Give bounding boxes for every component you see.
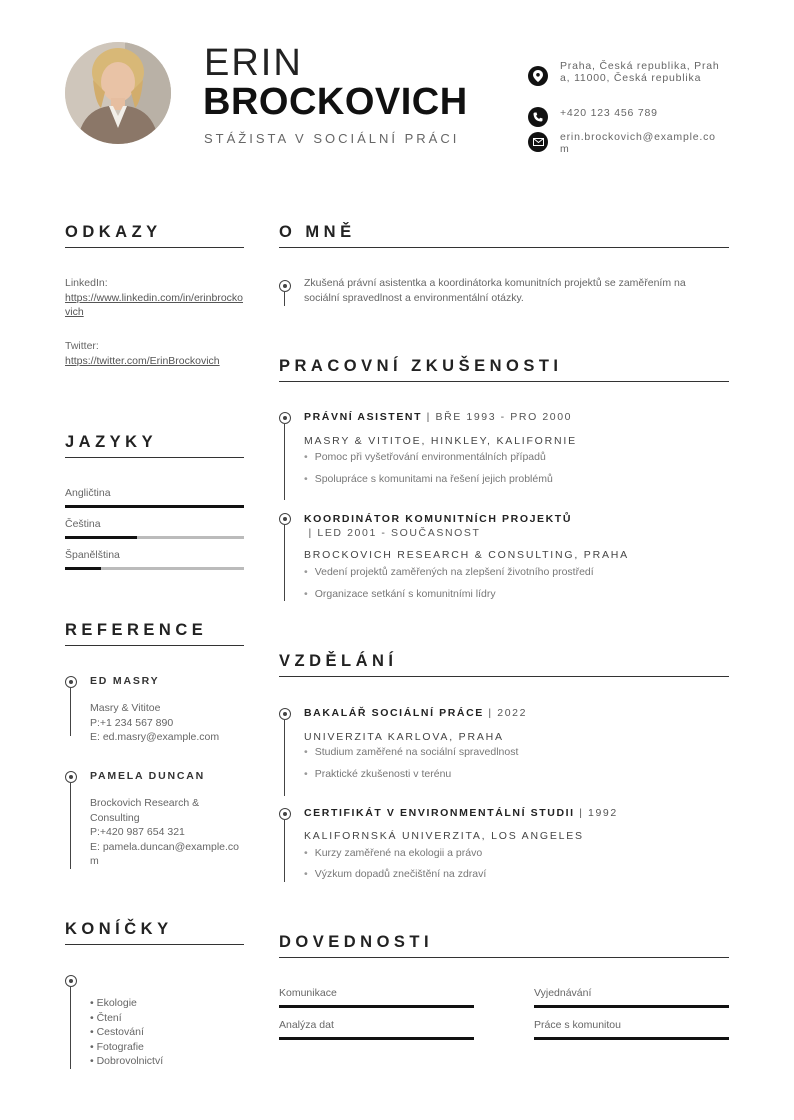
timeline-line: [284, 720, 285, 796]
language-level-fill: [65, 567, 101, 570]
hobby-item: • Cestování: [90, 1026, 144, 1038]
about-heading: O MNĚ: [279, 223, 729, 248]
timeline-line: [70, 688, 71, 736]
experience-bullet: • Organizace setkání s komunitními lídry: [304, 588, 496, 600]
timeline-dot: [65, 676, 77, 688]
hobby-item: • Fotografie: [90, 1040, 144, 1053]
education-dates: | 1992: [579, 807, 618, 819]
experience-org: MASRY & VITITOE, HINKLEY, KALIFORNIE: [304, 435, 577, 447]
reference-details: [90, 701, 244, 745]
job-title: STÁŽISTA V SOCIÁLNÍ PRÁCI: [204, 131, 460, 146]
education-heading: VZDĚLÁNÍ: [279, 652, 729, 677]
timeline-dot: [279, 708, 291, 720]
reference-details: [90, 796, 244, 869]
language-level-fill: [65, 505, 244, 508]
skill-level-fill: [279, 1037, 474, 1040]
education-title: CERTIFIKÁT V ENVIRONMENTÁLNÍ STUDII | 1992: [304, 807, 618, 819]
skill-level-bar: [279, 1037, 474, 1040]
hobby-item: • Čtení: [90, 1011, 122, 1024]
education-org: KALIFORNSKÁ UNIVERZITA, LOS ANGELES: [304, 830, 584, 842]
envelope-icon: [528, 132, 548, 152]
skill-level-fill: [279, 1005, 474, 1008]
language-name: Španělština: [65, 549, 120, 561]
language-name: Angličtina: [65, 487, 111, 499]
reference-email[interactable]: E: ed.masry@example.com: [90, 731, 220, 743]
skill-level-bar: [279, 1005, 474, 1008]
timeline-line: [70, 987, 71, 1069]
education-title: BAKALÁŘ SOCIÁLNÍ PRÁCE | 2022: [304, 707, 528, 719]
reference-phone: P:+420 987 654 321: [90, 826, 185, 838]
language-level-fill: [65, 536, 137, 539]
linkedin-label: LinkedIn:: [65, 277, 108, 289]
experience-dates: | LED 2001 - SOUČASNOST: [308, 527, 481, 539]
timeline-dot: [65, 975, 77, 987]
timeline-line: [284, 424, 285, 500]
email-link[interactable]: erin.brockovich@example.com: [560, 131, 716, 155]
timeline-line: [284, 820, 285, 882]
profile-photo: [65, 42, 171, 144]
experience-bullet: • Spolupráce s komunitami na řešení jejich problémů: [304, 473, 553, 485]
skill-level-bar: [534, 1005, 729, 1008]
education-bullet: • Praktické zkušenosti v terénu: [304, 768, 451, 780]
phone-text: +420 123 456 789: [560, 107, 658, 119]
skill-name: Práce s komunitou: [534, 1019, 621, 1031]
timeline-line: [70, 783, 71, 869]
contact-phone: [528, 106, 724, 127]
link-twitter: [65, 339, 244, 368]
contact-address: [528, 60, 724, 86]
last-name: BROCKOVICH: [203, 81, 468, 123]
language-level-bar: [65, 536, 244, 539]
timeline-dot: [279, 412, 291, 424]
timeline-dot: [279, 280, 291, 292]
experience-bullet: • Pomoc při vyšetřování environmentálních případů: [304, 451, 546, 463]
skill-name: Analýza dat: [279, 1019, 334, 1031]
location-pin-icon: [528, 66, 548, 86]
twitter-label: Twitter:: [65, 340, 99, 352]
language-level-bar: [65, 505, 244, 508]
skill-name: Komunikace: [279, 987, 337, 999]
contact-email: [528, 131, 724, 155]
skill-level-bar: [534, 1037, 729, 1040]
education-bullet: • Výzkum dopadů znečištění na zdraví: [304, 868, 486, 880]
twitter-url[interactable]: https://twitter.com/ErinBrockovich: [65, 354, 220, 367]
timeline-dot: [279, 808, 291, 820]
reference-company: Masry & Vititoe: [90, 702, 161, 714]
education-bullet: • Studium zaměřené na sociální spravedlnost: [304, 746, 518, 758]
timeline-dot: [279, 513, 291, 525]
experience-heading: PRACOVNÍ ZKUŠENOSTI: [279, 357, 729, 382]
timeline-dot: [65, 771, 77, 783]
language-level-bar: [65, 567, 244, 570]
skills-heading: DOVEDNOSTI: [279, 933, 729, 958]
experience-title: KOORDINÁTOR KOMUNITNÍCH PROJEKTŮ | LED 2001 - SOUČASNOST: [304, 513, 573, 539]
reference-name: ED MASRY: [90, 675, 160, 687]
references-heading: REFERENCE: [65, 621, 244, 646]
skill-level-fill: [534, 1037, 729, 1040]
experience-bullet: • Vedení projektů zaměřených na zlepšení životního prostředí: [304, 566, 594, 578]
first-name: ERIN: [204, 42, 303, 84]
experience-org: BROCKOVICH RESEARCH & CONSULTING, PRAHA: [304, 549, 629, 561]
reference-name: PAMELA DUNCAN: [90, 770, 205, 782]
linkedin-url[interactable]: https://www.linkedin.com/in/erinbrockovich: [65, 291, 243, 318]
language-name: Čeština: [65, 518, 101, 530]
reference-company: Brockovich Research & Consulting: [90, 797, 200, 824]
reference-phone: P:+1 234 567 890: [90, 716, 174, 729]
hobby-item: • Dobrovolnictví: [90, 1055, 164, 1067]
languages-heading: JAZYKY: [65, 433, 244, 458]
skill-level-fill: [534, 1005, 729, 1008]
about-text: Zkušená právní asistentka a koordinátorka komunitních projektů se zaměřením na sociální spravedlnost a environmentální otázky.: [304, 277, 686, 304]
hobby-item: • Ekologie: [90, 997, 137, 1009]
links-heading: ODKAZY: [65, 223, 244, 248]
reference-email[interactable]: E: pamela.duncan@example.com: [90, 840, 239, 867]
experience-dates: | BŘE 1993 - PRO 2000: [426, 411, 573, 423]
phone-icon: [528, 107, 548, 127]
education-bullet: • Kurzy zaměřené na ekologii a právo: [304, 847, 482, 859]
link-linkedin: [65, 276, 244, 320]
hobbies-list: [90, 996, 244, 1069]
hobbies-heading: KONÍČKY: [65, 920, 244, 945]
timeline-line: [284, 292, 285, 306]
experience-title: PRÁVNÍ ASISTENT | BŘE 1993 - PRO 2000: [304, 411, 573, 423]
education-org: UNIVERZITA KARLOVA, PRAHA: [304, 731, 504, 743]
timeline-line: [284, 525, 285, 601]
address-text: Praha, Česká republika, Praha, 11000, Česká republika: [560, 60, 720, 84]
skill-name: Vyjednávání: [534, 987, 592, 999]
education-dates: | 2022: [488, 707, 528, 719]
